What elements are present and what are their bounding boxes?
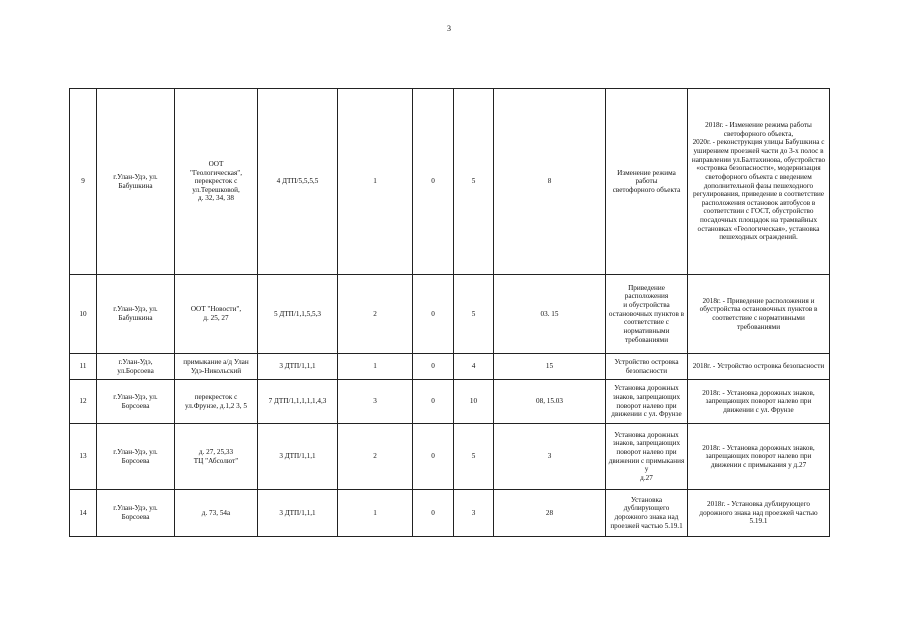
value-cell: 5 [454,424,494,490]
value-cell: 5 [454,89,494,275]
table-row [70,380,830,424]
street-address: г.Улан-Удэ, ул. Борсоева [97,424,175,490]
value-cell: 2 [338,275,413,354]
plan-text: 2018г. - Изменение режима работы светофорного объекта, 2020г. - реконструкция улицы Бабушкина с уширением проезжей части до 3-х полос в направлении ул.Балтахинова, обустройство «островка безопасности», модернизация светофорного объекта с введением дополнительной фазы пешеходного регулирования, приведение в соответствие расположения остановок автобусов в соответствии с ГОСТ, обустройство посадочных площадок на трамвайных остановках «Геологическая», установка пешеходных ограждений. [688,89,830,275]
measure-text: Установка дорожных знаков, запрещающих поворот налево при движении с ул. Фрунзе [606,380,688,424]
plan-text: 2018г. - Установка дорожных знаков, запрещающих поворот налево при движении с примыкания у д.27 [688,424,830,490]
plan-text: 2018г. - Установка дублирующего дорожного знака над проезжей частью 5.19.1 [688,490,830,537]
page-number: 3 [447,24,451,33]
table-row [70,490,830,537]
location-detail: ООТ "Новости", д. 25, 27 [175,275,258,354]
dtp-count: 3 ДТП/1,1,1 [258,354,338,380]
dtp-count: 3 ДТП/1,1,1 [258,424,338,490]
location-detail: перекресток с ул.Фрунзе, д.1,2 3, 5 [175,380,258,424]
street-address: г.Улан-Удэ, ул. Борсоева [97,380,175,424]
value-cell: 0 [413,89,454,275]
table-row [70,354,830,380]
code-cell: 28 [494,490,606,537]
location-detail: д. 73, 54а [175,490,258,537]
location-detail: д. 27, 25,33 ТЦ "Абсолют" [175,424,258,490]
measure-text: Изменение режима работы светофорного объекта [606,89,688,275]
accident-sites-table [69,88,830,537]
street-address: г.Улан-Удэ, ул. Бабушкина [97,89,175,275]
plan-text: 2018г. - Установка дорожных знаков, запрещающих поворот налево при движении с ул. Фрунзе [688,380,830,424]
value-cell: 0 [413,380,454,424]
row-number: 12 [70,380,97,424]
plan-text: 2018г. - Приведение расположения и обустройства остановочных пунктов в соответствие с нормативными требованиями [688,275,830,354]
row-number: 9 [70,89,97,275]
measure-text: Приведение расположения и обустройства остановочных пунктов в соответствие с нормативными требованиями [606,275,688,354]
street-address: г.Улан-Удэ, ул.Борсоева [97,354,175,380]
code-cell: 08, 15.03 [494,380,606,424]
measure-text: Установка дублирующего дорожного знака над проезжей частью 5.19.1 [606,490,688,537]
location-detail: примыкание а/д Улан Удэ-Никольский [175,354,258,380]
street-address: г.Улан-Удэ, ул. Борсоева [97,490,175,537]
value-cell: 0 [413,275,454,354]
value-cell: 10 [454,380,494,424]
table-row [70,275,830,354]
value-cell: 0 [413,490,454,537]
value-cell: 2 [338,424,413,490]
dtp-count: 4 ДТП/5,5,5,5 [258,89,338,275]
measure-text: Устройство островка безопасности [606,354,688,380]
row-number: 10 [70,275,97,354]
code-cell: 03. 15 [494,275,606,354]
value-cell: 5 [454,275,494,354]
table-row [70,424,830,490]
code-cell: 8 [494,89,606,275]
value-cell: 4 [454,354,494,380]
street-address: г.Улан-Удэ, ул. Бабушкина [97,275,175,354]
value-cell: 0 [413,424,454,490]
measure-text: Установка дорожных знаков, запрещающих поворот налево при движении с примыкания у д.27 [606,424,688,490]
value-cell: 1 [338,490,413,537]
code-cell: 15 [494,354,606,380]
value-cell: 1 [338,354,413,380]
row-number: 11 [70,354,97,380]
value-cell: 3 [454,490,494,537]
row-number: 14 [70,490,97,537]
dtp-count: 3 ДТП/1,1,1 [258,490,338,537]
code-cell: 3 [494,424,606,490]
location-detail: ООТ "Геологическая", перекресток с ул.Терешковой, д. 32, 34, 38 [175,89,258,275]
value-cell: 1 [338,89,413,275]
table-row [70,89,830,275]
dtp-count: 5 ДТП/1,1,5,5,3 [258,275,338,354]
row-number: 13 [70,424,97,490]
value-cell: 3 [338,380,413,424]
dtp-count: 7 ДТП/1,1,1,1,1,4,3 [258,380,338,424]
value-cell: 0 [413,354,454,380]
plan-text: 2018г. - Устройство островка безопасности [688,354,830,380]
